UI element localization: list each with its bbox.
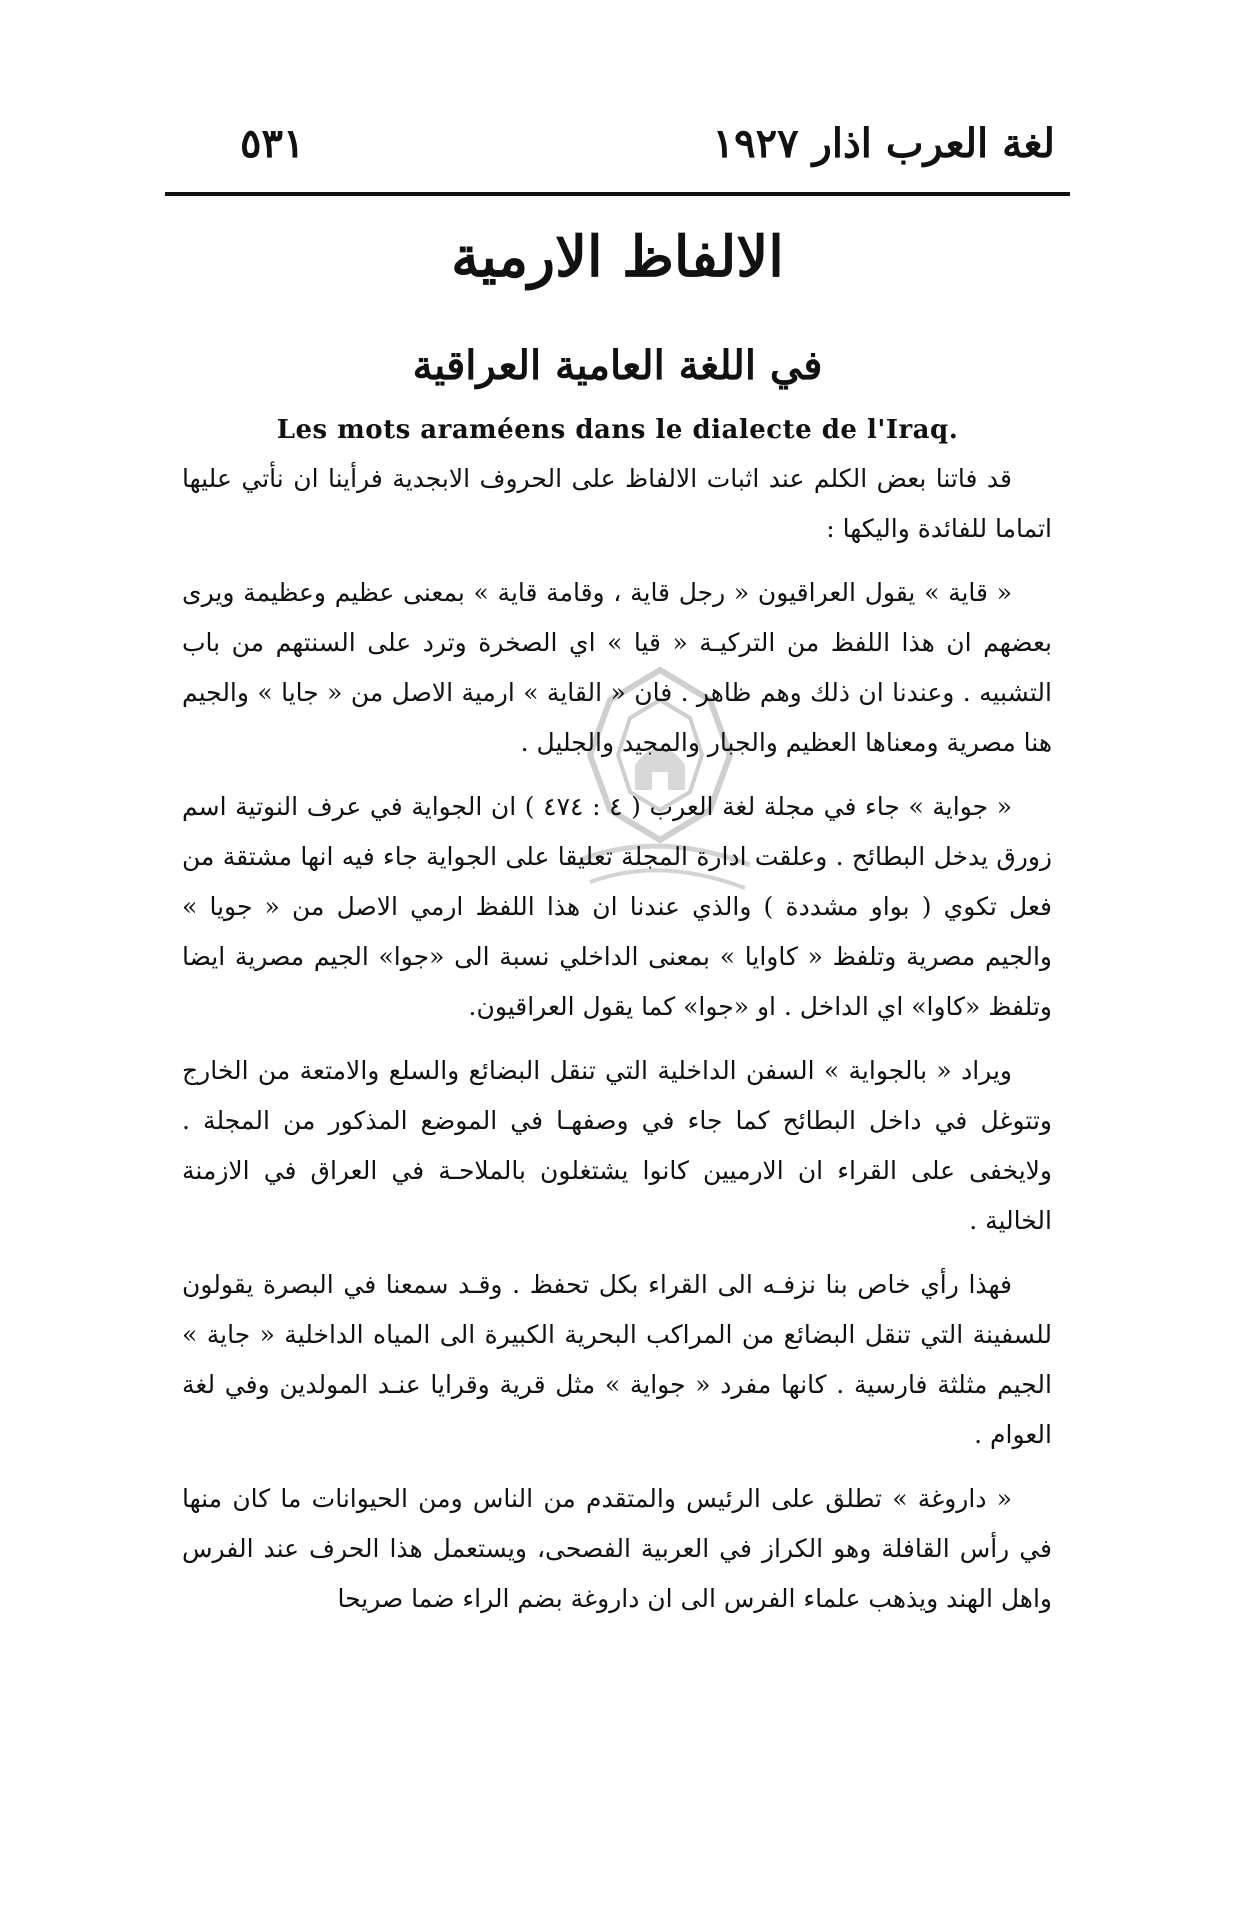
header-rule <box>165 192 1070 196</box>
body-paragraph: ويراد « بالجواية » السفن الداخلية التي تنقل البضائع والسلع والامتعة من الخارج وتتوغل في داخل البطائح كما جاء في وصفهـا في الموضع المذكور من المجلة . ولايخفى على القراء ان الارميين كانوا يشتغلون بالملاحـة في العراق في الازمنة الخالية . <box>182 1056 1052 1235</box>
body-paragraph: « قاية » يقول العراقيون « رجل قاية ، وقامة قاية » بمعنى عظيم وعظيمة ويرى بعضهم ان هذا اللفظ من التركيـة « قيا » اي الصخرة وترد على السنتهم من باب التشبيه . وعندنا ان ذلك وهم ظاهر . فان « القاية » ارمية الاصل من « جايا » والجيم هنا مصرية ومعناها العظيم والجبار والمجيد والجليل . <box>182 578 1052 757</box>
body-paragraph: « داروغة » تطلق على الرئيس والمتقدم من الناس ومن الحيوانات ما كان منها في رأس القافلة وهو الكراز في العربية الفصحى، ويستعمل هذا الحرف عند الفرس واهل الهند ويذهب علماء الفرس الى ان داروغة بضم الراء ضما صريحا <box>182 1484 1052 1613</box>
journal-issue-label: لغة العرب اذار ١٩٢٧ <box>712 120 1055 167</box>
article-latin-title: Les mots araméens dans le dialecte de l'Iraq. <box>276 415 959 445</box>
body-paragraph: « جواية » جاء في مجلة لغة العرب ( ٤ : ٤٧٤ ) ان الجواية في عرف النوتية اسم زورق يدخل البطائح . وعلقت ادارة المجلة تعليقا على الجواية جاء فيه انها مشتقة من فعل تكوي ( بواو مشددة ) والذي عندنا ان هذا اللفظ ارمي الاصل من « جويا » والجيم مصرية وتلفظ « كاوايا » بمعنى الداخلي نسبة الى «جوا» الجيم مصرية ايضا وتلفظ «كاوا» اي الداخل . او «جوا» كما يقول العراقيون. <box>182 792 1052 1021</box>
article-title: الالفاظ الارمية <box>451 224 784 290</box>
body-paragraph: قد فاتنا بعض الكلم عند اثبات الالفاظ على الحروف الابجدية فرأينا ان نأتي عليها اتماما للفائدة واليكها : <box>182 464 1052 543</box>
article-subtitle: في اللغة العامية العراقية <box>412 342 823 389</box>
page-number: ٥٣١ <box>240 120 305 167</box>
body-paragraph: فهذا رأي خاص بنا نزفـه الى القراء بكل تحفظ . وقـد سمعنا في البصرة يقولون للسفينة التي تنقل البضائع من المراكب البحرية الكبيرة الى المياه الداخلية « جاية » الجيم مثلثة فارسية . كانها مفرد « جواية » مثل قرية وقرايا عنـد المولدين وفي لغة العوام . <box>182 1270 1052 1449</box>
article-body <box>182 454 1052 1638</box>
running-header <box>165 118 1070 188</box>
